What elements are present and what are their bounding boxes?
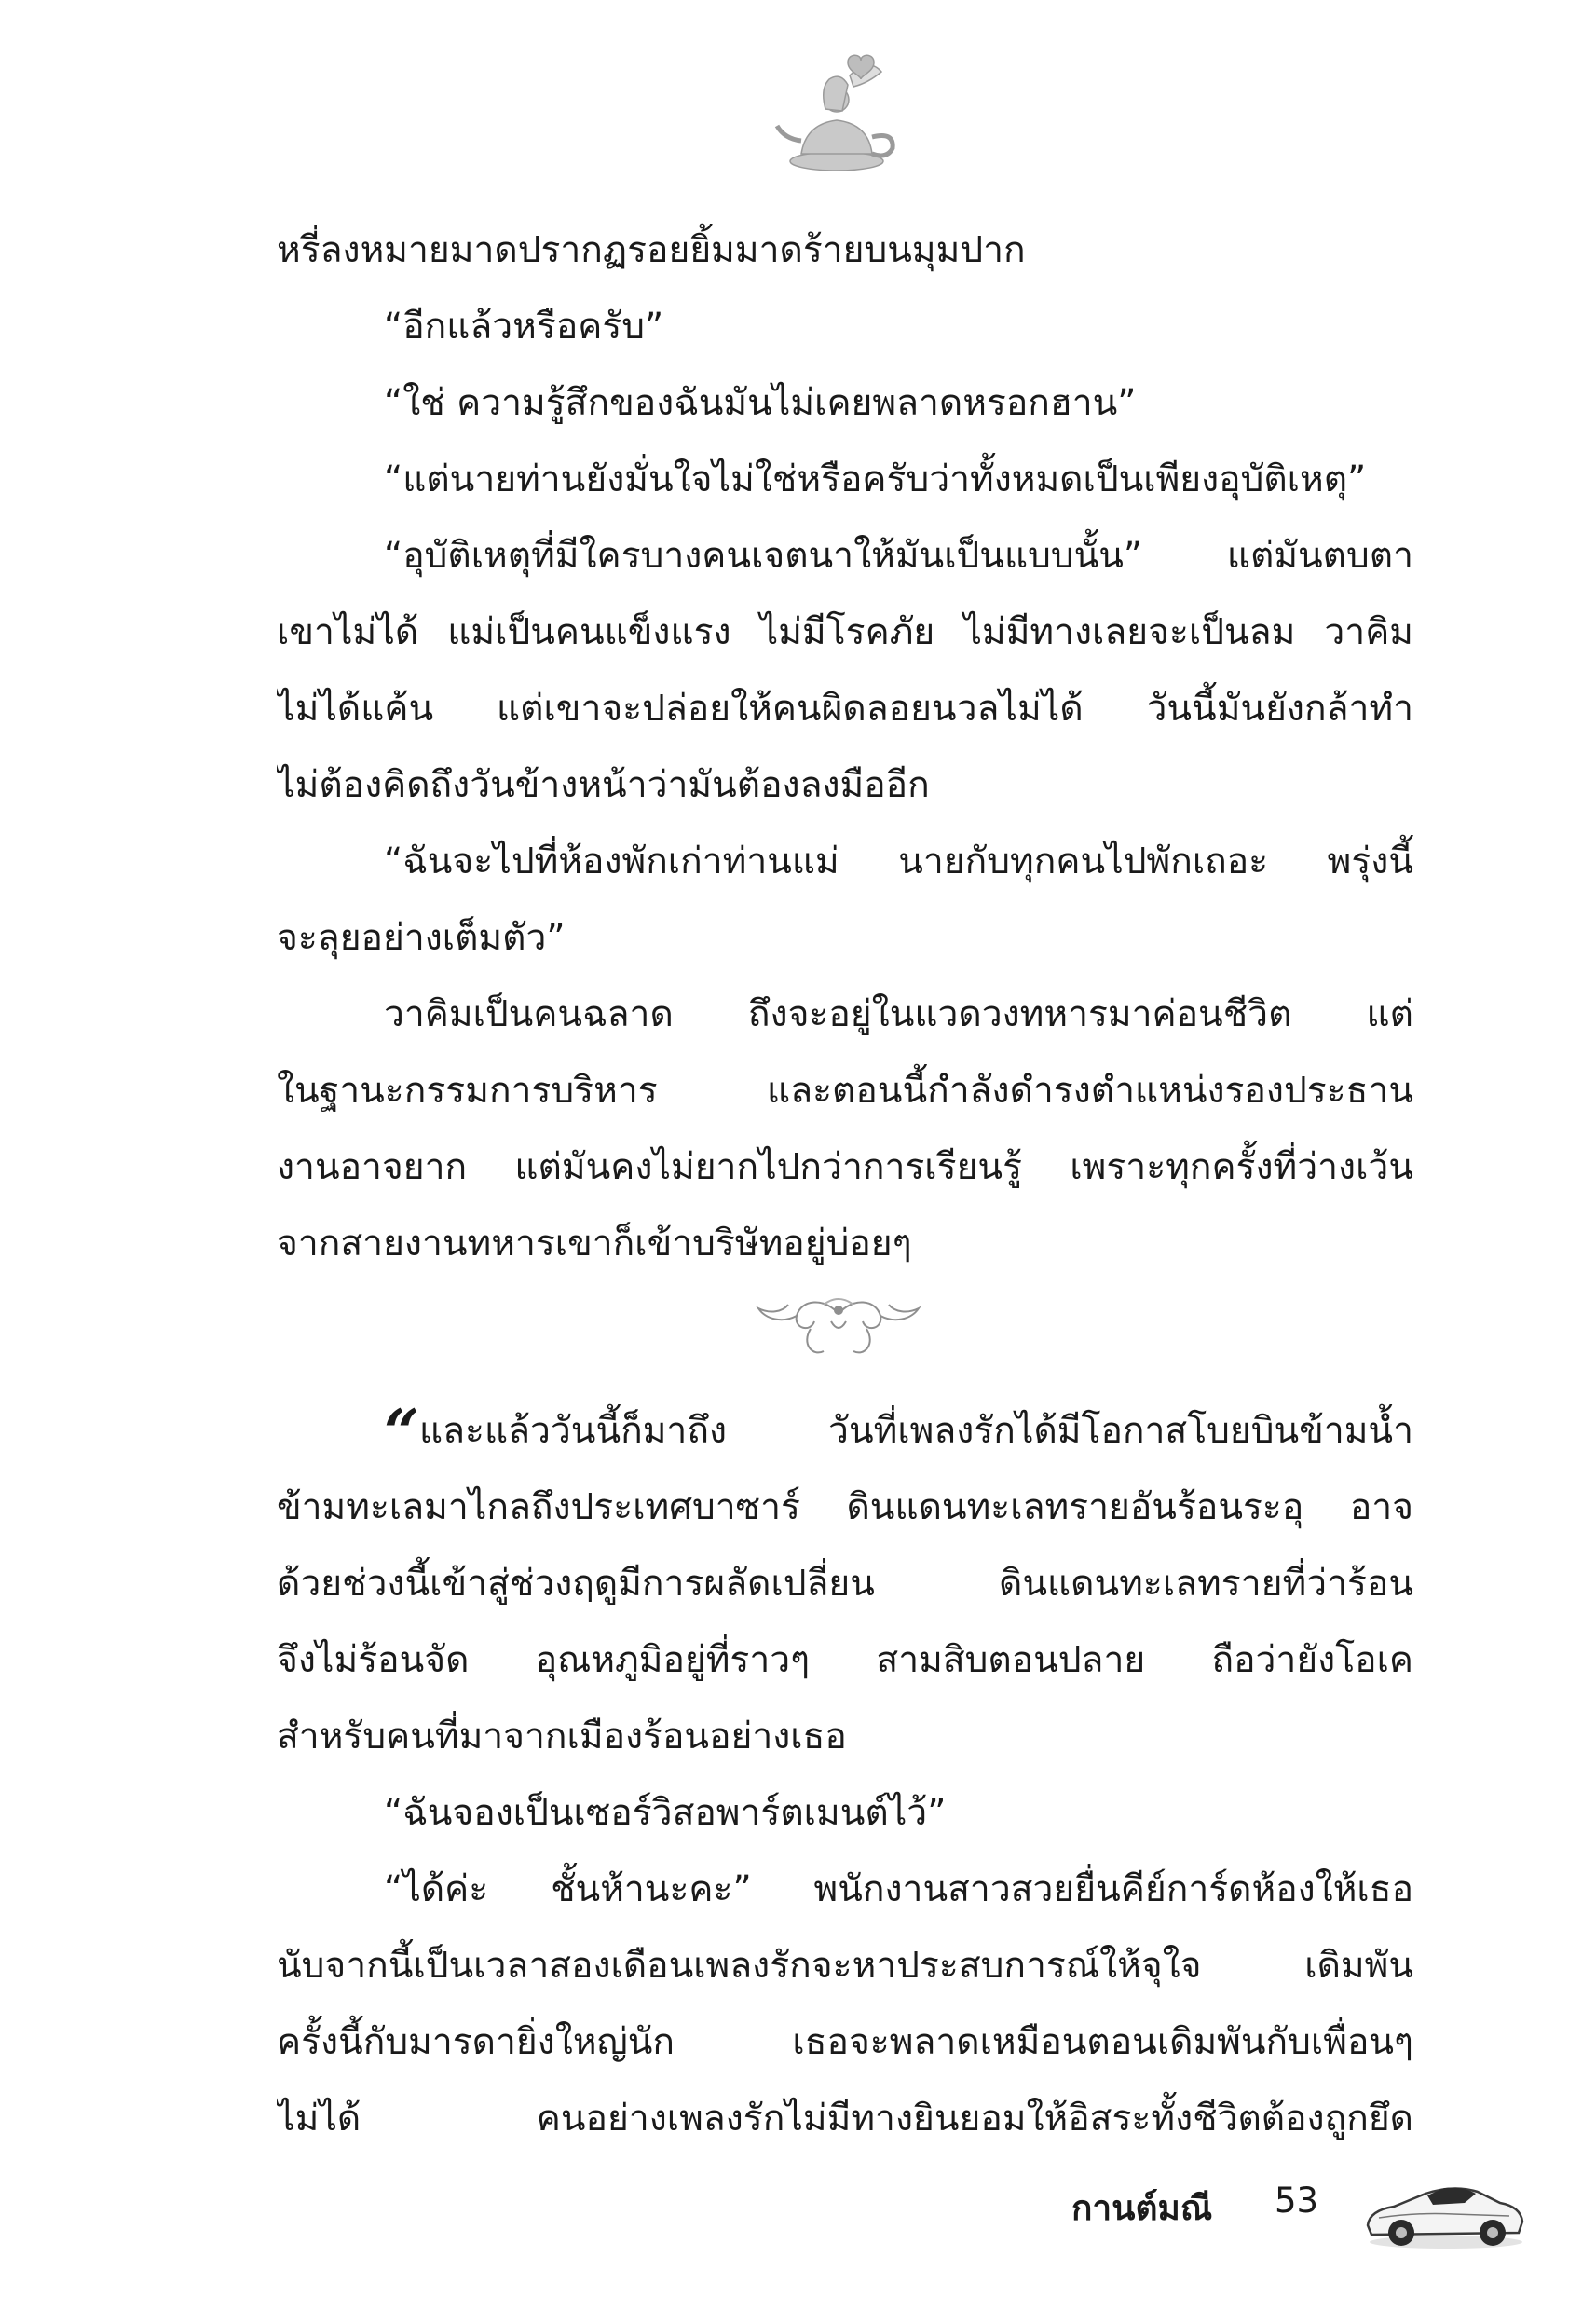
paragraph-line: ครั้งนี้กับมารดายิ่งใหญ่นัก เธอจะพลาดเหมือนตอนเดิมพันกับเพื่อนๆ (277, 2021, 1413, 2063)
paragraph-line: งานอาจยาก แต่มันคงไม่ยากไปกว่าการเรียนรู้ เพราะทุกครั้งที่ว่างเว้น (277, 1146, 1413, 1188)
text-block-2 (277, 1393, 1413, 2157)
paragraph-line: ในฐานะกรรมการบริหาร และตอนนี้กำลังดำรงตำแหน่งรองประธาน (277, 1070, 1413, 1112)
paragraph-line: วาคิมเป็นคนฉลาด ถึงจะอยู่ในแวดวงทหารมาค่อนชีวิต แต่ (384, 993, 1413, 1035)
paragraph-line: “ฉันจองเป็นเซอร์วิสอพาร์ตเมนต์ไว้” (384, 1792, 947, 1834)
text-block-1 (277, 212, 1413, 1282)
drop-quote-mark: “ (384, 1396, 414, 1469)
sports-car-icon (1360, 2160, 1528, 2253)
paragraph-line: จึงไม่ร้อนจัด อุณหภูมิอยู่ที่ราวๆ สามสิบตอนปลาย ถือว่ายังโอเค (277, 1639, 1413, 1681)
paragraph-line: จะลุยอย่างเต็มตัว” (277, 917, 566, 959)
teapot-cupid-ornament-icon (764, 51, 904, 191)
paragraph-line: ไม่ได้ คนอย่างเพลงรักไม่มีทางยินยอมให้อิสระทั้งชีวิตต้องถูกยึด (277, 2098, 1413, 2140)
paragraph-line: สำหรับคนที่มาจากเมืองร้อนอย่างเธอ (277, 1716, 847, 1757)
paragraph-line: “ได้ค่ะ ชั้นห้านะคะ” พนักงานสาวสวยยื่นคีย์การ์ดห้องให้เธอ (384, 1868, 1413, 1910)
footer-author: กานต์มณี (1071, 2188, 1213, 2228)
page-footer (1071, 2153, 1537, 2264)
paragraph-line: “อีกแล้วหรือครับ” (384, 306, 664, 348)
paragraph-line: ด้วยช่วงนี้เข้าสู่ช่วงฤดูมีการผลัดเปลี่ยน ดินแดนทะเลทรายที่ว่าร้อน (277, 1563, 1413, 1605)
paragraph-line: “ฉันจะไปที่ห้องพักเก่าท่านแม่ นายกับทุกคนไปพักเถอะ พรุ่งนี้ (384, 841, 1413, 882)
paragraph-line (277, 1393, 1413, 1470)
paragraph-line: ไม่ต้องคิดถึงวันข้างหน้าว่ามันต้องลงมืออีก (277, 764, 930, 806)
paragraph-line: เขาไม่ได้ แม่เป็นคนแข็งแรง ไม่มีโรคภัย ไม่มีทางเลยจะเป็นลม วาคิม (277, 611, 1413, 653)
paragraph-line-text: และแล้ววันนี้ก็มาถึง วันที่เพลงรักได้มีโอกาสโบยบินข้ามน้ำ (418, 1410, 1413, 1452)
paragraph-line: “ใช่ ความรู้สึกของฉันมันไม่เคยพลาดหรอกฮาน” (384, 382, 1137, 424)
scroll-flourish-divider-icon (745, 1286, 932, 1370)
paragraph-line: หรี่ลงหมายมาดปรากฏรอยยิ้มมาดร้ายบนมุมปาก (277, 229, 1026, 271)
paragraph-line: “แต่นายท่านยังมั่นใจไม่ใช่หรือครับว่าทั้งหมดเป็นเพียงอุบัติเหตุ” (384, 458, 1367, 500)
paragraph-line: ไม่ได้แค้น แต่เขาจะปล่อยให้คนผิดลอยนวลไม่ได้ วันนี้มันยังกล้าทำ (277, 688, 1413, 730)
paragraph-line: จากสายงานทหารเขาก็เข้าบริษัทอยู่บ่อยๆ (277, 1223, 912, 1265)
paragraph-line: ข้ามทะเลมาไกลถึงประเทศบาซาร์ ดินแดนทะเลทรายอันร้อนระอุ อาจ (277, 1486, 1413, 1528)
paragraph-line: “อุบัติเหตุที่มีใครบางคนเจตนาให้มันเป็นแบบนั้น” แต่มันตบตา (384, 535, 1413, 577)
page-number: 53 (1275, 2181, 1319, 2221)
paragraph-line: นับจากนี้เป็นเวลาสองเดือนเพลงรักจะหาประสบการณ์ให้จุใจ เดิมพัน (277, 1945, 1413, 1987)
